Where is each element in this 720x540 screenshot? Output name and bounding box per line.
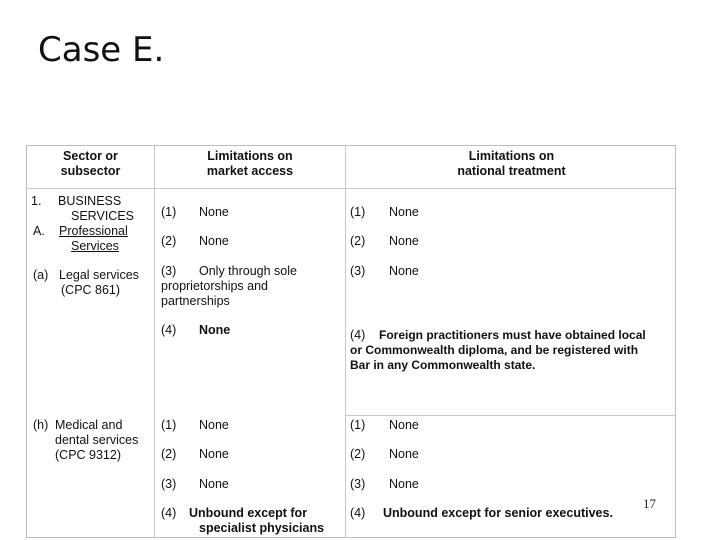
- market-value-line: specialist physicians: [199, 521, 325, 535]
- medical-services: Medical and: [55, 418, 123, 432]
- national-value: Unbound except for senior executives.: [383, 506, 613, 520]
- sector-services: SERVICES: [71, 209, 134, 223]
- market-value: Only through sole: [199, 264, 297, 278]
- header-market-access: Limitations on market access: [206, 149, 294, 178]
- legal-label: (a): [33, 268, 49, 282]
- national-value: None: [389, 264, 419, 278]
- column-divider: [345, 146, 346, 537]
- row-divider: [345, 415, 675, 416]
- sector-business: BUSINESS: [58, 194, 122, 208]
- market-value: None: [199, 418, 229, 432]
- legal-services: Legal services: [59, 268, 139, 282]
- national-num: (2): [350, 447, 366, 461]
- column-divider: [154, 146, 155, 537]
- national-num: (3): [350, 477, 366, 491]
- page-number: 17: [643, 496, 656, 511]
- market-value-line: partnerships: [161, 294, 230, 308]
- national-value-line: Bar in any Commonwealth state.: [350, 358, 536, 372]
- medical-cpc: (CPC 9312): [55, 448, 121, 462]
- market-num: (1): [161, 205, 177, 219]
- market-num: (2): [161, 234, 177, 248]
- sector-number: 1.: [31, 194, 42, 208]
- market-num: (3): [161, 477, 177, 491]
- market-value: None: [199, 205, 229, 219]
- national-value: None: [389, 477, 419, 491]
- national-value-line: or Commonwealth diploma, and be registered with: [350, 343, 639, 357]
- schedule-table: [26, 145, 676, 538]
- dental-services: dental services: [55, 433, 139, 447]
- slide-title: Case E.: [38, 30, 165, 70]
- header-national-treatment: Limitations on national treatment: [457, 149, 566, 178]
- national-num: (1): [350, 205, 366, 219]
- legal-cpc: (CPC 861): [61, 283, 121, 297]
- national-num: (2): [350, 234, 366, 248]
- market-value: Unbound except for: [189, 506, 308, 520]
- market-num: (4): [161, 323, 177, 337]
- market-value: None: [199, 234, 229, 248]
- national-value: None: [389, 418, 419, 432]
- national-value: Foreign practitioners must have obtained local: [379, 328, 646, 342]
- market-num: (1): [161, 418, 177, 432]
- subsector-services: Services: [71, 239, 119, 253]
- header-sector: Sector or subsector: [60, 149, 121, 178]
- market-value: None: [199, 477, 229, 491]
- market-num: (2): [161, 447, 177, 461]
- subsector-letter: A.: [33, 224, 45, 238]
- national-num: (3): [350, 264, 366, 278]
- market-value-line: proprietorships and: [161, 279, 269, 293]
- market-num: (4): [161, 506, 177, 520]
- national-value: None: [389, 447, 419, 461]
- medical-label: (h): [33, 418, 49, 432]
- market-value: None: [199, 447, 229, 461]
- national-num: (4): [350, 506, 366, 520]
- national-value: None: [389, 234, 419, 248]
- national-num: (1): [350, 418, 366, 432]
- national-num: (4): [350, 328, 366, 342]
- market-value: None: [199, 323, 231, 337]
- national-value: None: [389, 205, 419, 219]
- header-divider: [27, 188, 675, 189]
- market-num: (3): [161, 264, 177, 278]
- subsector-professional: Professional: [59, 224, 128, 238]
